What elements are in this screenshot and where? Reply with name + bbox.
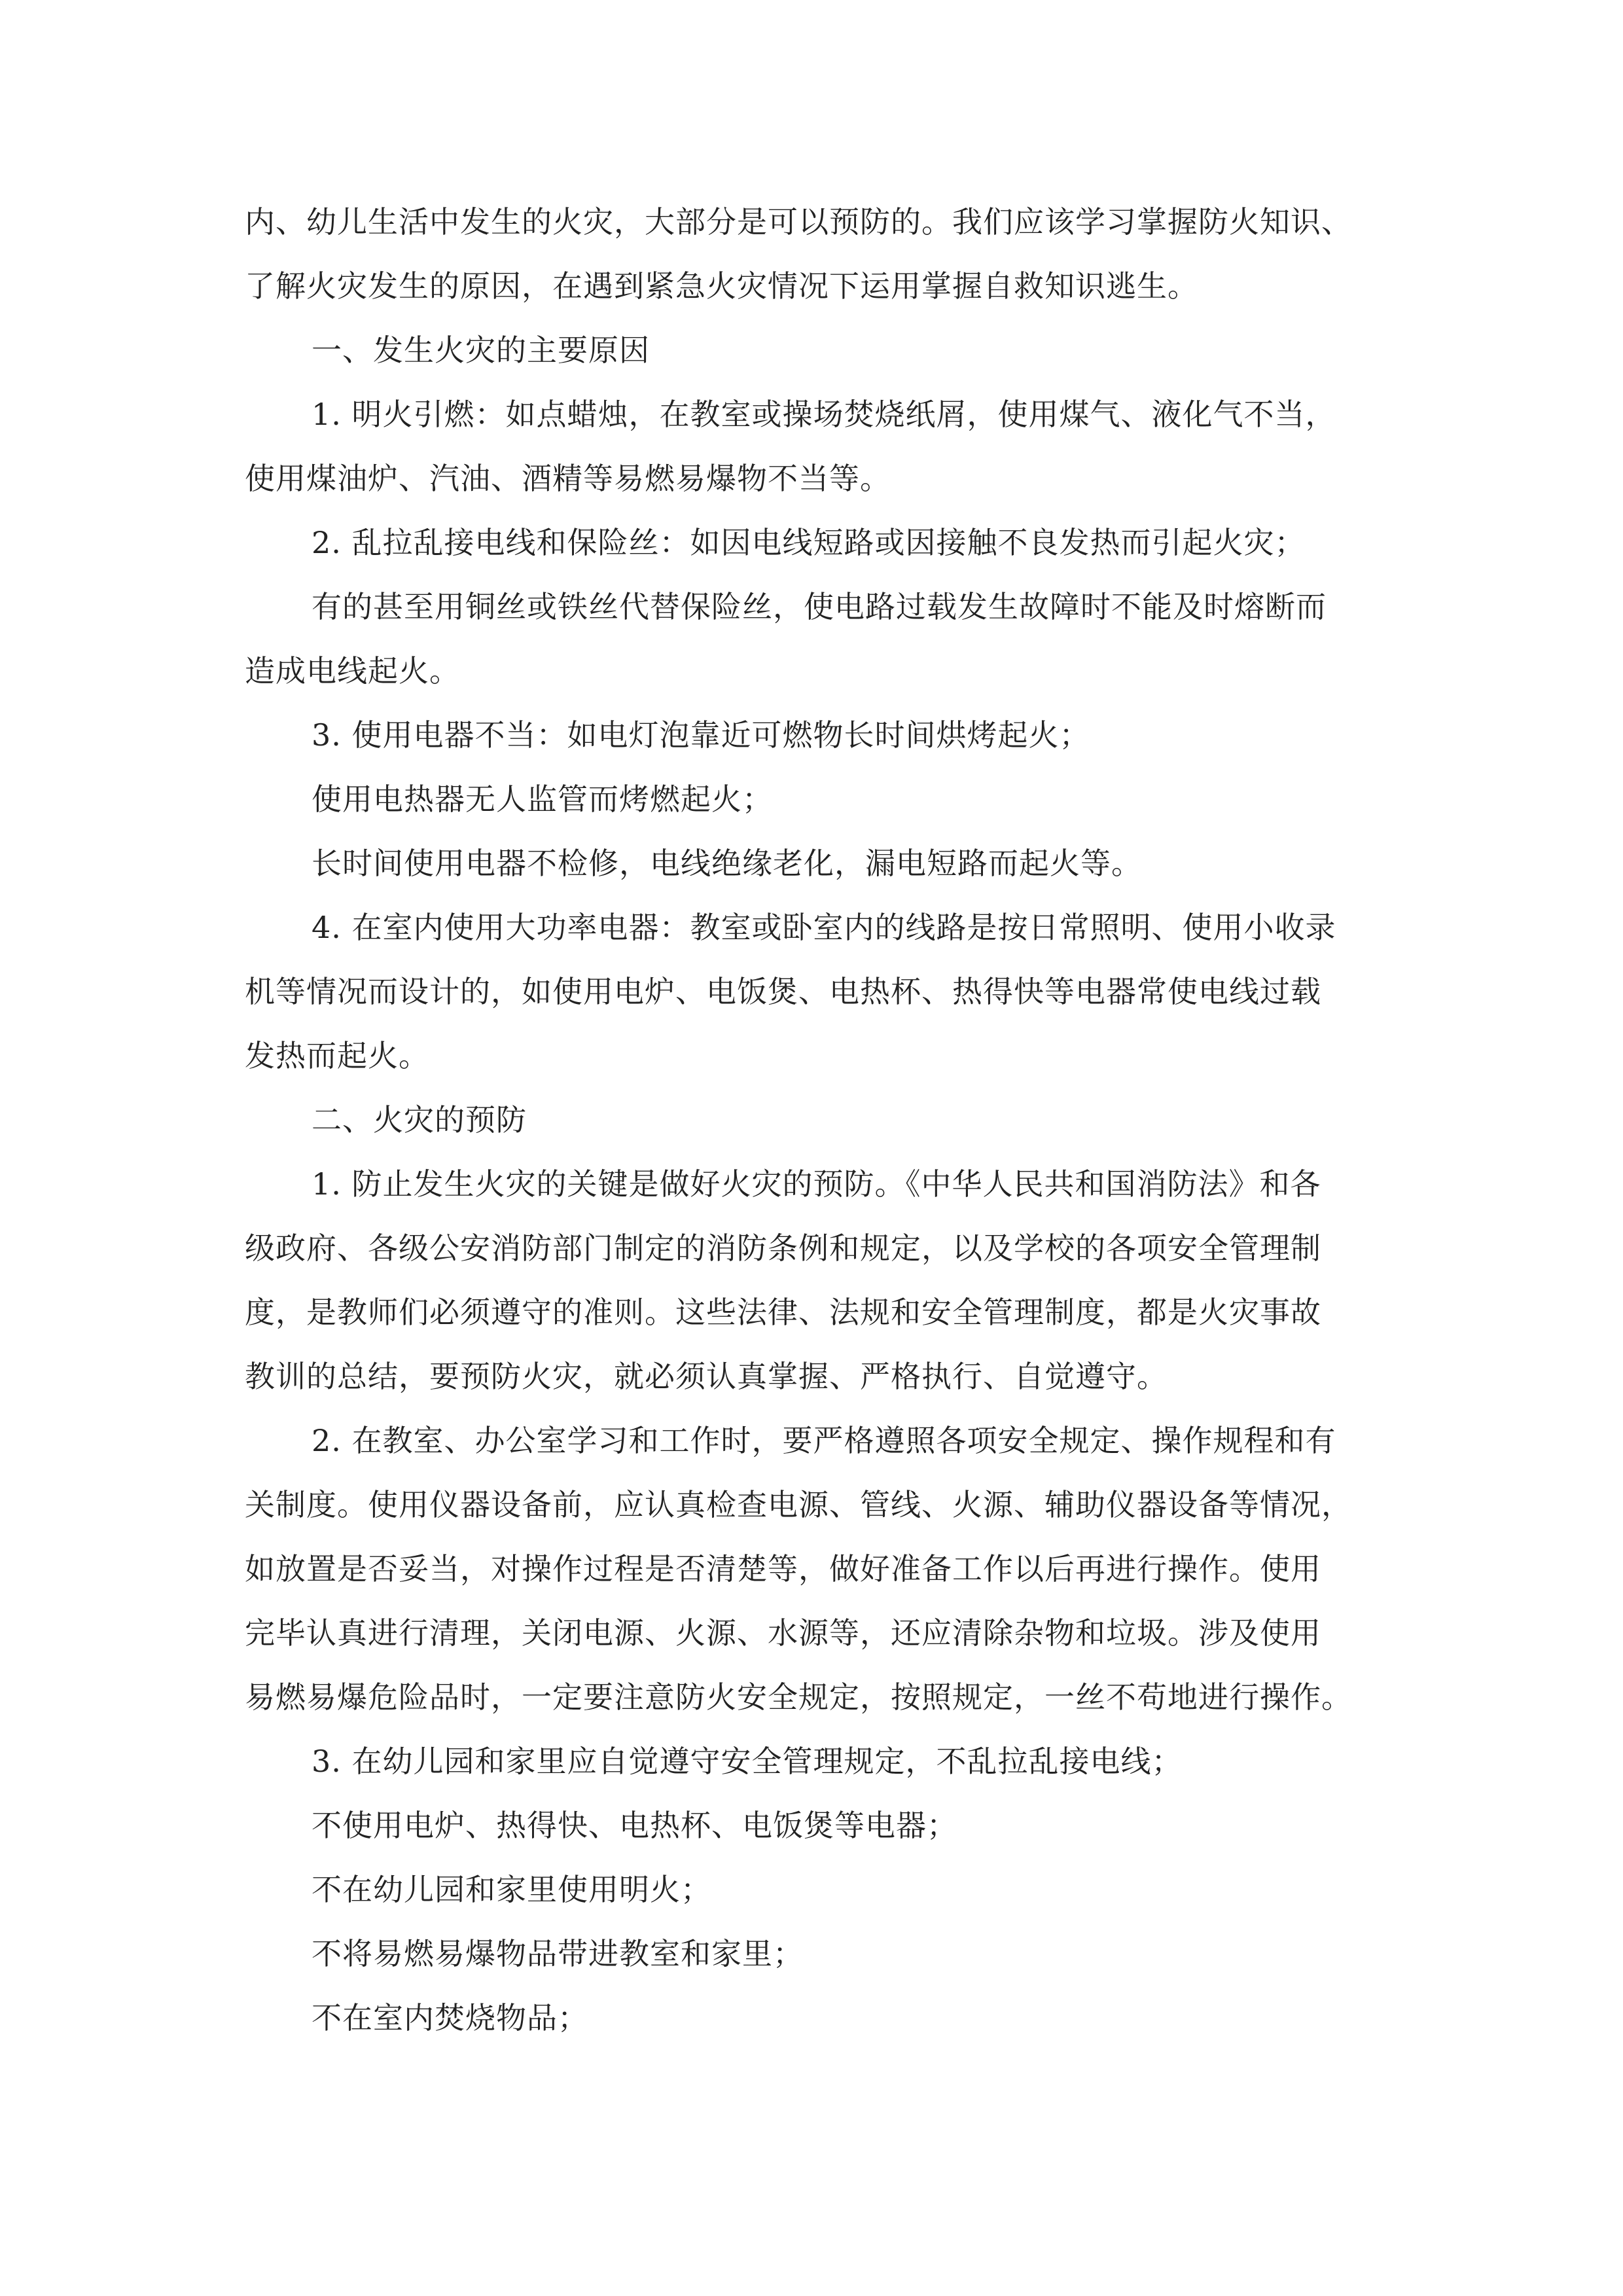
- text-line: 了解火灾发生的原因，在遇到紧急火灾情况下运用掌握自救知识逃生。: [245, 268, 1198, 304]
- text-line: 使用煤油炉、汽油、酒精等易燃易爆物不当等。: [245, 461, 891, 496]
- text-line: 使用电热器无人监管而烤燃起火；: [312, 781, 773, 817]
- text-line: 不将易燃易爆物品带进教室和家里；: [312, 1936, 804, 1971]
- text-line: 完毕认真进行清理，关闭电源、火源、水源等，还应清除杂物和垃圾。涉及使用: [245, 1615, 1321, 1651]
- text-line: 如放置是否妥当，对操作过程是否清楚等，做好准备工作以后再进行操作。使用: [245, 1551, 1321, 1587]
- text-line: 长时间使用电器不检修，电线绝缘老化，漏电短路而起火等。: [312, 846, 1142, 881]
- text-line: 2. 在教室、办公室学习和工作时，要严格遵照各项安全规定、操作规程和有: [312, 1423, 1336, 1458]
- text-line: 机等情况而设计的，如使用电炉、电饭煲、电热杯、热得快等电器常使电线过载: [245, 974, 1321, 1009]
- text-line: 3. 使用电器不当：如电灯泡靠近可燃物长时间烘烤起火；: [312, 717, 1090, 753]
- text-line: 2. 乱拉乱接电线和保险丝：如因电线短路或因接触不良发热而引起火灾；: [312, 525, 1306, 560]
- text-line: 度，是教师们必须遵守的准则。这些法律、法规和安全管理制度，都是火灾事故: [245, 1295, 1321, 1330]
- text-line: 级政府、各级公安消防部门制定的消防条例和规定，以及学校的各项安全管理制: [245, 1230, 1321, 1266]
- document-body: [245, 190, 1416, 2050]
- text-line: 发热而起火。: [245, 1038, 429, 1073]
- text-line: 4. 在室内使用大功率电器：教室或卧室内的线路是按日常照明、使用小收录: [312, 910, 1336, 945]
- text-line: 内、幼儿生活中发生的火灾，大部分是可以预防的。我们应该学习掌握防火知识、: [245, 204, 1352, 240]
- text-line: 不在室内焚烧物品；: [312, 2000, 588, 2036]
- text-line: 不在幼儿园和家里使用明火；: [312, 1872, 711, 1907]
- text-line: 不使用电炉、热得快、电热杯、电饭煲等电器；: [312, 1808, 957, 1843]
- text-line: 关制度。使用仪器设备前，应认真检查电源、管线、火源、辅助仪器设备等情况，: [245, 1487, 1352, 1522]
- text-line: 1. 明火引燃：如点蜡烛，在教室或操场焚烧纸屑，使用煤气、液化气不当，: [312, 397, 1336, 432]
- text-line: 3. 在幼儿园和家里应自觉遵守安全管理规定，不乱拉乱接电线；: [312, 1744, 1183, 1779]
- text-line: 造成电线起火。: [245, 653, 460, 689]
- text-line: 1. 防止发生火灾的关键是做好火灾的预防。《中华人民共和国消防法》和各: [312, 1166, 1321, 1202]
- text-line: 教训的总结，要预防火灾，就必须认真掌握、严格执行、自觉遵守。: [245, 1359, 1168, 1394]
- section-heading: 一、发生火灾的主要原因: [312, 332, 650, 368]
- text-line: 有的甚至用铜丝或铁丝代替保险丝，使电路过载发生故障时不能及时熔断而: [312, 589, 1327, 624]
- text-line: 易燃易爆危险品时，一定要注意防火安全规定，按照规定，一丝不苟地进行操作。: [245, 1679, 1352, 1715]
- section-heading: 二、火灾的预防: [312, 1102, 527, 1138]
